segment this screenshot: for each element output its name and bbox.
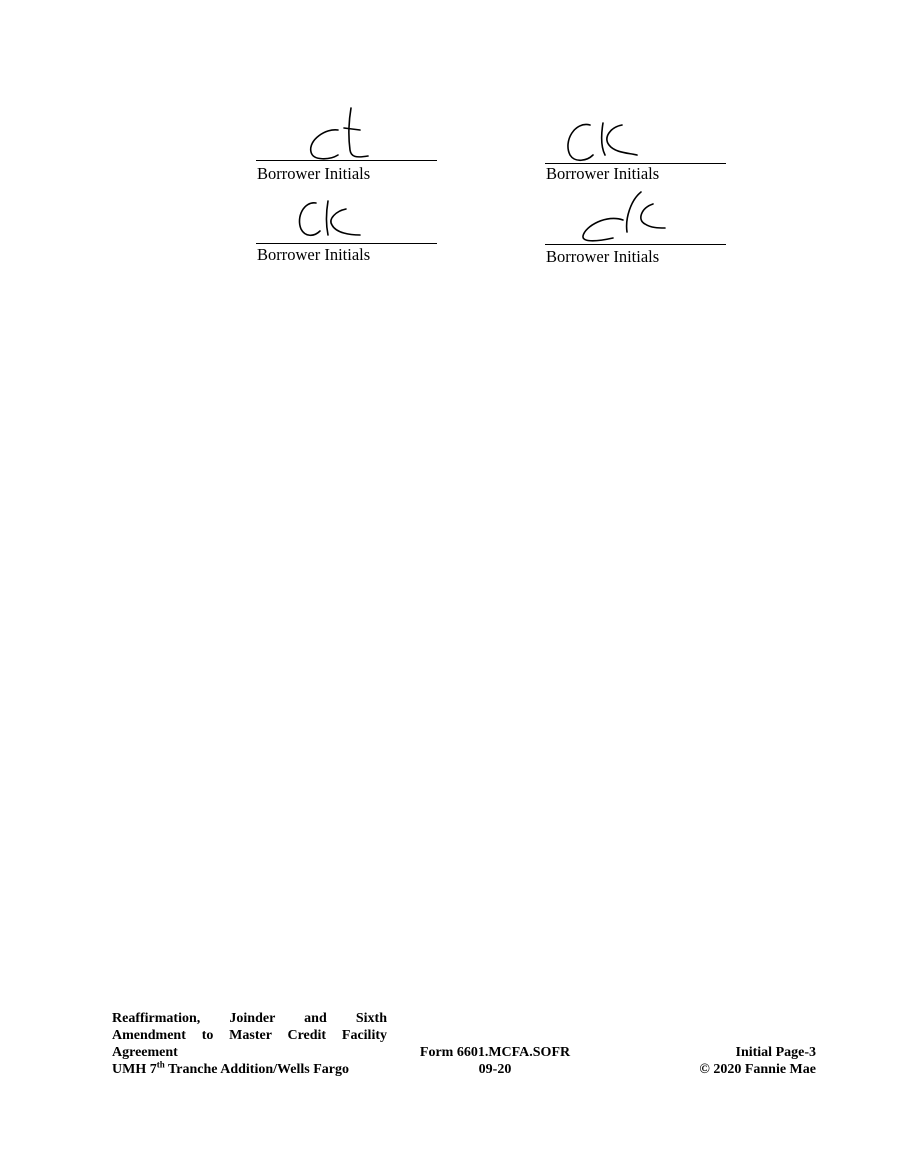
page-label: Initial Page-3 xyxy=(735,1045,816,1060)
footer-title-line-3: Agreement xyxy=(112,1045,178,1060)
form-date: 09-20 xyxy=(478,1062,512,1077)
footer-title-line-4-prefix: UMH 7 xyxy=(112,1062,157,1077)
footer-title-line-2: Amendment to Master Credit Facility xyxy=(112,1028,387,1043)
signature-line xyxy=(256,243,437,244)
signature-line xyxy=(256,160,437,161)
handwritten-initials-signature xyxy=(545,184,727,244)
form-number: Form 6601.MCFA.SOFR xyxy=(419,1045,571,1060)
signature-line xyxy=(545,244,726,245)
borrower-initials-label: Borrower Initials xyxy=(546,247,660,266)
handwritten-initials-signature xyxy=(256,183,438,243)
copyright-notice: © 2020 Fannie Mae xyxy=(699,1062,816,1077)
footer-title-line-4 xyxy=(112,1061,387,1078)
footer-form-info xyxy=(410,1044,580,1078)
borrower-initials-label: Borrower Initials xyxy=(257,245,371,264)
handwritten-initials-signature xyxy=(545,103,727,163)
handwritten-initials-signature xyxy=(256,100,438,160)
borrower-initials-label: Borrower Initials xyxy=(546,164,660,183)
borrower-initials-label: Borrower Initials xyxy=(257,164,371,183)
footer-page-info xyxy=(660,1044,816,1078)
footer-document-title xyxy=(112,1010,387,1078)
footer-title-line-1: Reaffirmation, Joinder and Sixth xyxy=(112,1011,387,1026)
footer-title-line-4-sup: th xyxy=(156,1059,165,1070)
footer-title-line-4-suffix: Tranche Addition/Wells Fargo xyxy=(164,1062,349,1077)
